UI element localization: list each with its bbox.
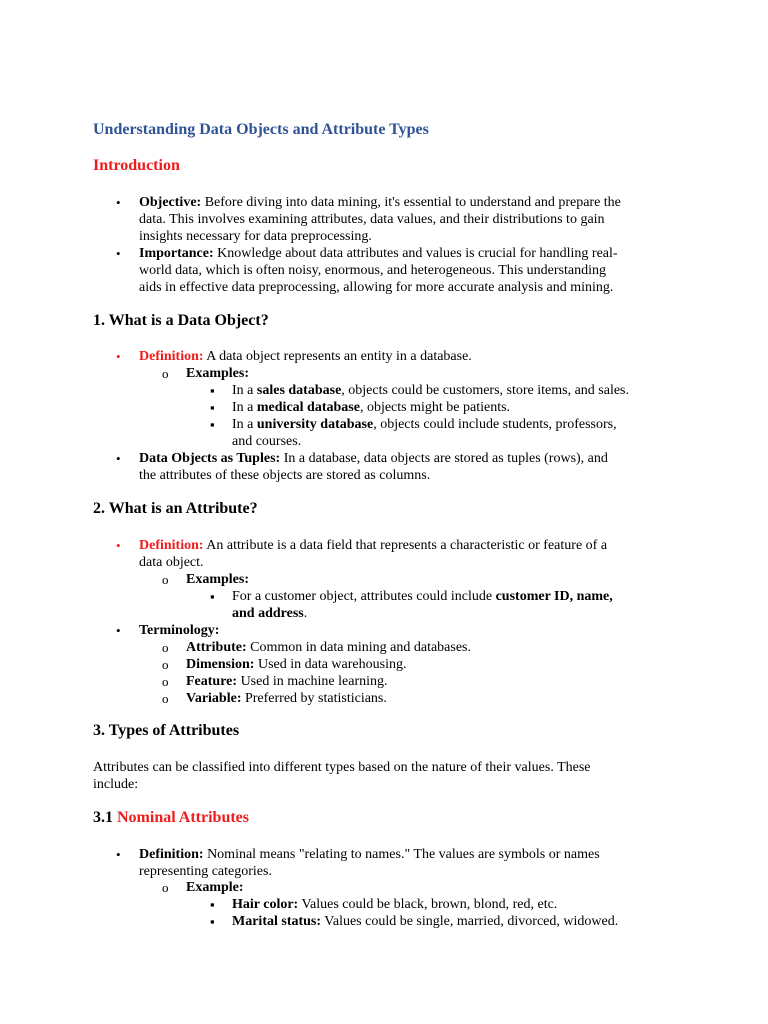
s3-definition-line-2: representing categories.	[139, 864, 272, 879]
square-glyph: ▪	[210, 417, 215, 432]
s1-example-medical: In a medical database, objects might be patients.	[232, 400, 511, 415]
circle-glyph: o	[162, 880, 169, 895]
s2-example-line-2: and address.	[232, 606, 308, 621]
s2-examples-label: Examples:	[186, 572, 249, 587]
circle-glyph: o	[162, 640, 169, 655]
bullet-glyph: •	[116, 623, 121, 638]
s3-example-marital-status: Marital status: Values could be single, married, divorced, widowed.	[232, 914, 619, 929]
objective-line-1: Objective: Before diving into data mining, it's essential to understand and prepare the	[139, 195, 621, 210]
s2-term-attribute: Attribute: Common in data mining and databases.	[186, 640, 472, 655]
s2-term-feature: Feature: Used in machine learning.	[186, 674, 388, 689]
s2-term-variable: Variable: Preferred by statisticians.	[186, 691, 387, 706]
s3-definition-line-1: Definition: Nominal means "relating to names." The values are symbols or names	[139, 847, 600, 862]
s3-paragraph-line-1: Attributes can be classified into different types based on the nature of their values. These	[93, 760, 591, 775]
square-glyph: ▪	[210, 383, 215, 398]
circle-glyph: o	[162, 674, 169, 689]
bullet-glyph: •	[116, 451, 121, 466]
s3-example-hair-color: Hair color: Values could be black, brown, blond, red, etc.	[232, 897, 558, 912]
s2-example-line-1: For a customer object, attributes could include customer ID, name,	[232, 589, 613, 604]
section-1-heading: 1. What is a Data Object?	[93, 312, 269, 329]
document-title: Understanding Data Objects and Attribute Types	[93, 121, 429, 138]
objective-line-2: data. This involves examining attributes, data values, and their distributions to gain	[139, 212, 605, 227]
introduction-heading: Introduction	[93, 157, 180, 174]
bullet-glyph: •	[116, 538, 121, 553]
square-glyph: ▪	[210, 914, 215, 929]
s1-examples-label: Examples:	[186, 366, 249, 381]
s2-terminology-label: Terminology:	[139, 623, 220, 638]
s2-term-dimension: Dimension: Used in data warehousing.	[186, 657, 407, 672]
square-glyph: ▪	[210, 897, 215, 912]
importance-line-2: world data, which is often noisy, enormous, and heterogeneous. This understanding	[139, 263, 606, 278]
square-glyph: ▪	[210, 589, 215, 604]
s3-paragraph-line-2: include:	[93, 777, 139, 792]
bullet-glyph: •	[116, 195, 121, 210]
s2-definition-line-2: data object.	[139, 555, 204, 570]
s1-tuples-line-1: Data Objects as Tuples: In a database, data objects are stored as tuples (rows), and	[139, 451, 608, 466]
circle-glyph: o	[162, 572, 169, 587]
section-3-heading: 3. Types of Attributes	[93, 722, 240, 739]
objective-line-3: insights necessary for data preprocessing.	[139, 229, 372, 244]
circle-glyph: o	[162, 366, 169, 381]
s3-1-heading: 3.1 Nominal Attributes	[93, 809, 249, 826]
s1-example-university-l2: and courses.	[232, 434, 302, 449]
s1-example-sales: In a sales database, objects could be customers, store items, and sales.	[232, 383, 630, 398]
circle-glyph: o	[162, 691, 169, 706]
s1-definition: Definition: A data object represents an entity in a database.	[139, 349, 472, 364]
importance-line-1: Importance: Knowledge about data attributes and values is crucial for handling real-	[139, 246, 618, 261]
s3-example-label: Example:	[186, 880, 244, 895]
circle-glyph: o	[162, 657, 169, 672]
importance-line-3: aids in effective data preprocessing, allowing for more accurate analysis and mining.	[139, 280, 614, 295]
s1-tuples-line-2: the attributes of these objects are stored as columns.	[139, 468, 431, 483]
bullet-glyph: •	[116, 349, 121, 364]
s1-example-university: In a university database, objects could include students, professors,	[232, 417, 617, 432]
bullet-glyph: •	[116, 246, 121, 261]
bullet-glyph: •	[116, 847, 121, 862]
s2-definition-line-1: Definition: An attribute is a data field that represents a characteristic or feature of a	[139, 538, 608, 553]
square-glyph: ▪	[210, 400, 215, 415]
section-2-heading: 2. What is an Attribute?	[93, 500, 258, 517]
